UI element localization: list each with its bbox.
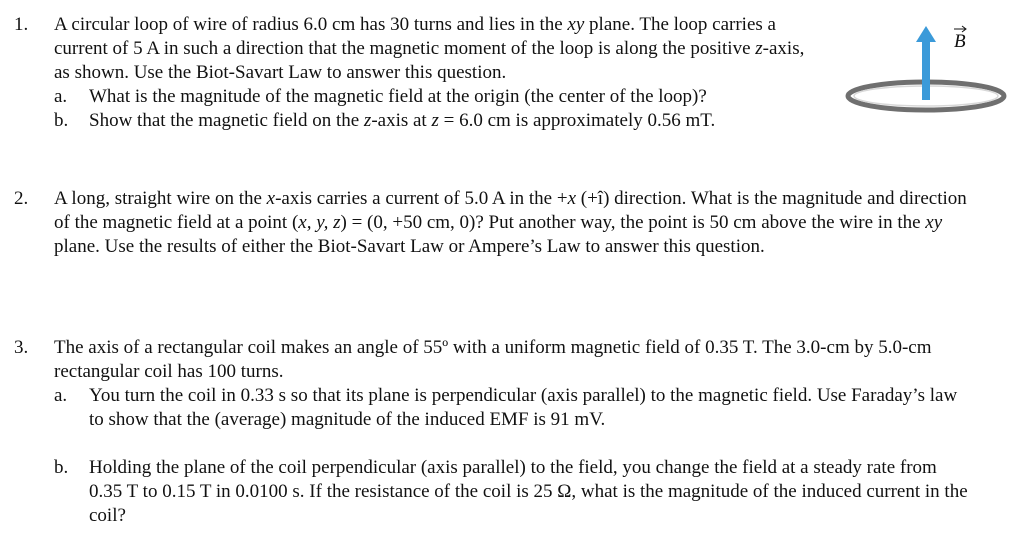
- problem-3: [14, 336, 974, 528]
- problem-number: 2.: [14, 188, 29, 209]
- arrow-head: [916, 26, 936, 42]
- current-loop-diagram: [842, 20, 1010, 120]
- problem-number: 1.: [14, 14, 29, 35]
- loop-figure: [842, 20, 1010, 120]
- part-letter: a.: [54, 86, 68, 107]
- part-a: [54, 384, 974, 432]
- problem-number: 3.: [14, 337, 29, 358]
- part-text: Holding the plane of the coil perpendicular (axis parallel) to the field, you change the field at a steady rate from 0.35 T to 0.15 T in 0.0100 s. If the resistance of the coil is 25 Ω, what is the magnitude of the induced current in the coil?: [89, 457, 968, 526]
- part-text: You turn the coil in 0.33 s so that its plane is perpendicular (axis parallel) to the magnetic field. Use Faraday’s law to show that the (average) magnitude of the induced EMF is 91 mV.: [89, 385, 958, 430]
- part-b: [54, 456, 974, 528]
- part-text: Show that the magnetic field on the z-axis at z = 6.0 cm is approximately 0.56 mT.: [89, 110, 716, 131]
- problem-intro: A long, straight wire on the x-axis carries a current of 5.0 A in the +x (+î) direction. What is the magnitude and direction of the magnetic field at a point (x, y, z) = (0, +50 cm, 0)? Put another way, the point is 50 cm above the wire in the xy plane. Use the results of either the Biot-Savart Law or Ampere’s Law to answer this question.: [54, 188, 967, 257]
- problem-intro: The axis of a rectangular coil makes an angle of 55º with a uniform magnetic field of 0.35 T. The 3.0-cm by 5.0-cm rectangular coil has 100 turns.: [54, 337, 932, 382]
- magnetic-moment-arrow: [922, 40, 930, 100]
- part-text: What is the magnitude of the magnetic field at the origin (the center of the loop)?: [89, 86, 707, 107]
- part-b: [54, 109, 814, 133]
- part-letter: b.: [54, 110, 69, 131]
- problem-1: [14, 13, 814, 133]
- vector-b-label: B: [954, 31, 966, 52]
- part-a: [54, 85, 814, 109]
- problem-2: [14, 187, 974, 259]
- problem-intro: A circular loop of wire of radius 6.0 cm has 30 turns and lies in the xy plane. The loop carries a current of 5 A in such a direction that the magnetic moment of the loop is along the positive z-axis, as shown. Use the Biot-Savart Law to answer this question.: [54, 14, 805, 83]
- part-letter: a.: [54, 385, 68, 406]
- part-letter: b.: [54, 457, 69, 478]
